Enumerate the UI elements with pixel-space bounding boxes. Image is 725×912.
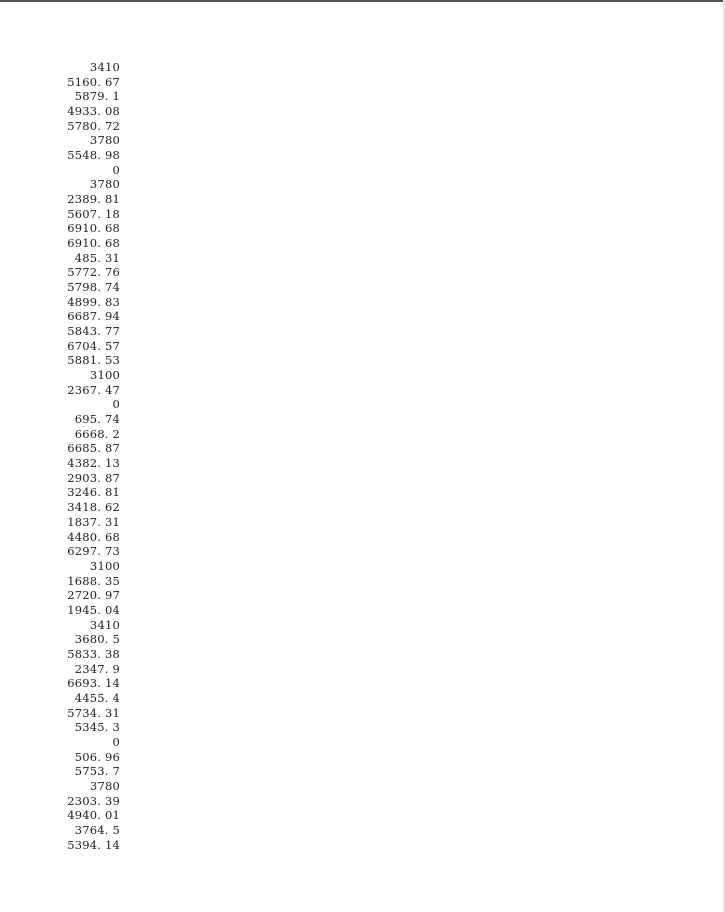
value-cell: 4933. 08 xyxy=(67,104,120,119)
value-cell: 5548. 98 xyxy=(67,148,120,163)
value-cell: 2347. 9 xyxy=(74,661,120,676)
values-column xyxy=(56,60,120,852)
value-cell: 0 xyxy=(112,734,120,749)
value-cell: 5160. 67 xyxy=(67,74,120,89)
value-cell: 6668. 2 xyxy=(74,426,120,441)
value-cell: 485. 31 xyxy=(74,250,120,265)
value-cell: 695. 74 xyxy=(74,412,120,427)
value-cell: 1688. 35 xyxy=(67,573,120,588)
value-cell: 6685. 87 xyxy=(67,441,120,456)
value-cell: 3680. 5 xyxy=(74,632,120,647)
value-cell: 5879. 1 xyxy=(74,89,120,104)
value-cell: 3100 xyxy=(89,558,120,573)
value-cell: 506. 96 xyxy=(74,749,120,764)
value-cell: 6297. 73 xyxy=(67,544,120,559)
value-cell: 2903. 87 xyxy=(67,470,120,485)
value-cell: 4382. 13 xyxy=(67,456,120,471)
value-cell: 2389. 81 xyxy=(67,192,120,207)
value-cell: 4899. 83 xyxy=(67,294,120,309)
value-cell: 3418. 62 xyxy=(67,500,120,515)
value-cell: 6910. 68 xyxy=(67,221,120,236)
value-cell: 3780 xyxy=(89,133,120,148)
value-cell: 6693. 14 xyxy=(67,676,120,691)
value-cell: 3100 xyxy=(89,368,120,383)
value-cell: 5798. 74 xyxy=(67,280,120,295)
value-cell: 3764. 5 xyxy=(74,822,120,837)
value-cell: 3410 xyxy=(89,617,120,632)
value-cell: 0 xyxy=(112,162,120,177)
value-cell: 5772. 76 xyxy=(67,265,120,280)
value-cell: 0 xyxy=(112,397,120,412)
value-cell: 3410 xyxy=(89,60,120,74)
value-cell: 6704. 57 xyxy=(67,338,120,353)
top-border-line xyxy=(0,0,725,2)
value-cell: 5734. 31 xyxy=(67,705,120,720)
value-cell: 2303. 39 xyxy=(67,793,120,808)
value-cell: 5394. 14 xyxy=(67,837,120,852)
value-cell: 2720. 97 xyxy=(67,588,120,603)
value-cell: 5345. 3 xyxy=(74,720,120,735)
value-cell: 4940. 01 xyxy=(67,808,120,823)
value-cell: 6910. 68 xyxy=(67,236,120,251)
value-cell: 3780 xyxy=(89,778,120,793)
value-cell: 3780 xyxy=(89,177,120,192)
value-cell: 2367. 47 xyxy=(67,382,120,397)
value-cell: 5753. 7 xyxy=(74,764,120,779)
value-cell: 6687. 94 xyxy=(67,309,120,324)
value-cell: 3246. 81 xyxy=(67,485,120,500)
value-cell: 5833. 38 xyxy=(67,646,120,661)
value-cell: 5843. 77 xyxy=(67,324,120,339)
value-cell: 1837. 31 xyxy=(67,514,120,529)
value-cell: 5607. 18 xyxy=(67,206,120,221)
value-cell: 4455. 4 xyxy=(74,690,120,705)
value-cell: 5881. 53 xyxy=(67,353,120,368)
value-cell: 4480. 68 xyxy=(67,529,120,544)
value-cell: 1945. 04 xyxy=(67,602,120,617)
value-cell: 5780. 72 xyxy=(67,118,120,133)
